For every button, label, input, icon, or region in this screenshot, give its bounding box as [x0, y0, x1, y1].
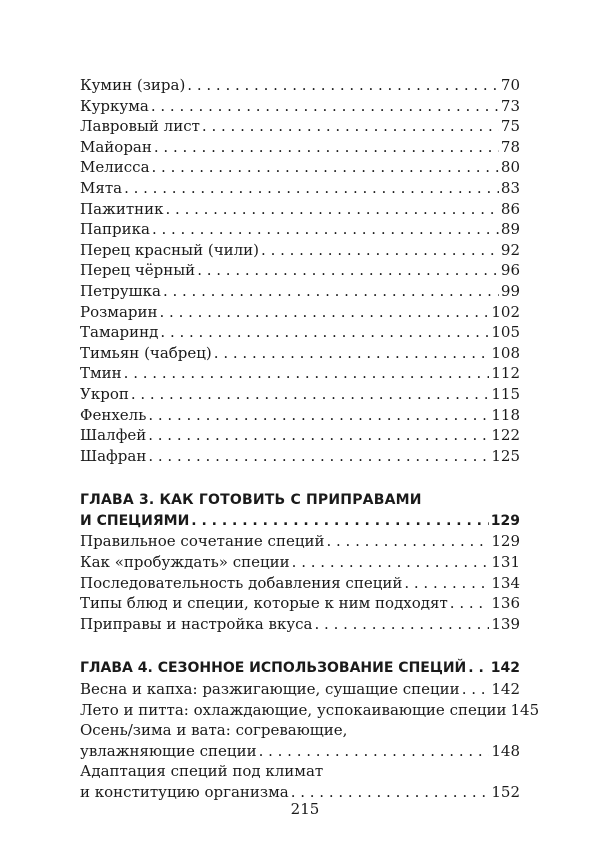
chapter-4-heading-entry: ГЛАВА 4. СЕЗОННОЕ ИСПОЛЬЗОВАНИЕ СПЕЦИЙ . . . 142 [80, 658, 520, 679]
dot-leader [124, 363, 490, 384]
dot-leader [163, 281, 499, 302]
toc-entry: Типы блюд и специи, которые к ним подходят . . . 136 [80, 593, 520, 614]
dot-leader [450, 593, 490, 614]
toc-entry: Розмарин . . . 102 [80, 302, 520, 323]
toc-entry: Лавровый лист . . . 75 [80, 116, 520, 137]
chapter-3-section [80, 490, 520, 634]
toc-entry: Правильное сочетание специй . . . 129 [80, 531, 520, 552]
chapter-3-title: ГЛАВА 3. КАК ГОТОВИТЬ С ПРИПРАВАМИ [80, 492, 422, 509]
spice-list [80, 75, 520, 466]
toc-entry: Майоран . . . 78 [80, 137, 520, 158]
dot-leader [191, 511, 488, 532]
toc-entry: Тамаринд . . . 105 [80, 322, 520, 343]
toc-entry: Последовательность добавления специй . . . 134 [80, 573, 520, 594]
toc-entry: Мята . . . 83 [80, 178, 520, 199]
dot-leader [152, 157, 499, 178]
dot-leader [131, 384, 490, 405]
toc-entry: и конституцию организма . . . 152 [80, 782, 520, 803]
chapter-4-section [80, 658, 540, 802]
dot-leader [404, 573, 489, 594]
dot-leader [292, 552, 490, 573]
dot-leader [261, 240, 499, 261]
dot-leader [468, 658, 489, 679]
toc-entry: Мелисса . . . 80 [80, 157, 520, 178]
dot-leader [166, 199, 499, 220]
toc-entry: Петрушка . . . 99 [80, 281, 520, 302]
toc-entry: Паприка . . . 89 [80, 219, 520, 240]
toc-entry-line: Осень/зима и вата: согревающие, [80, 721, 348, 740]
toc-entry: увлажняющие специи . . . 148 [80, 741, 520, 762]
dot-leader [160, 302, 490, 323]
toc-entry: Шафран . . . 125 [80, 446, 520, 467]
dot-leader [160, 322, 489, 343]
dot-leader [148, 405, 489, 426]
toc-entry: Тимьян (чабрец) . . . 108 [80, 343, 520, 364]
page-number: 215 [290, 800, 320, 818]
toc-entry: Фенхель . . . 118 [80, 405, 520, 426]
dot-leader [148, 446, 489, 467]
toc-entry: Весна и капха: разжигающие, сушащие специи . . . 142 [80, 679, 520, 700]
toc-entry: Приправы и настройка вкуса . . . 139 [80, 614, 520, 635]
dot-leader [202, 116, 499, 137]
dot-leader [187, 75, 499, 96]
chapter-3-heading-entry: И СПЕЦИЯМИ . . . 129 [80, 511, 520, 532]
toc-entry: Лето и питта: охлаждающие, успокаивающие специи 145 [80, 700, 540, 719]
dot-leader [462, 679, 490, 700]
toc-entry-line: Адаптация специй под климат [80, 762, 324, 781]
dot-leader [326, 531, 489, 552]
dot-leader [315, 614, 490, 635]
toc-entry: Куркума . . . 73 [80, 96, 520, 117]
toc-entry: Тмин . . . 112 [80, 363, 520, 384]
toc-entry: Шалфей . . . 122 [80, 425, 520, 446]
toc-entry: Как «пробуждать» специи . . . 131 [80, 552, 520, 573]
dot-leader [197, 260, 499, 281]
toc-entry: Кумин (зира) . . . 70 [80, 75, 520, 96]
dot-leader [152, 219, 499, 240]
toc-entry: Укроп . . . 115 [80, 384, 520, 405]
dot-leader [214, 343, 490, 364]
dot-leader [154, 137, 499, 158]
dot-leader [259, 741, 490, 762]
table-of-contents [80, 75, 540, 803]
dot-leader [124, 178, 499, 199]
toc-entry: Перец чёрный . . . 96 [80, 260, 520, 281]
toc-entry: Пажитник . . . 86 [80, 199, 520, 220]
toc-entry: Перец красный (чили) . . . 92 [80, 240, 520, 261]
dot-leader [151, 96, 499, 117]
dot-leader [148, 425, 489, 446]
